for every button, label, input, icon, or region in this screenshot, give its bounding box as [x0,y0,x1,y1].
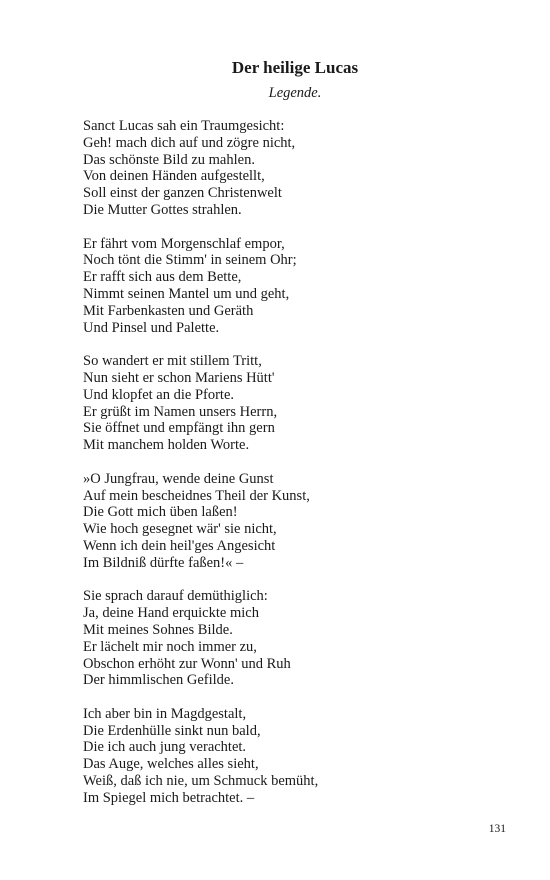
poem-line: Wenn ich dein heil'ges Angesicht [83,537,276,554]
poem-line: »O Jungfrau, wende deine Gunst [83,470,274,487]
poem-line: Noch tönt die Stimm' in seinem Ohr; [83,252,297,269]
stanza [83,353,503,454]
poem-line: Er lächelt mir noch immer zu, [83,638,257,655]
poem-line: Nun sieht er schon Mariens Hütt' [83,369,275,386]
poem-line: Auf mein bescheidnes Theil der Kunst, [83,487,310,504]
poem-line: Die Mutter Gottes strahlen. [83,201,242,218]
poem-line: Wie hoch gesegnet wär' sie nicht, [83,521,277,538]
page-number: 131 [488,823,506,835]
poem-line: Geh! mach dich auf und zögre nicht, [83,134,296,151]
poem-line: Das schönste Bild zu mahlen. [83,151,255,168]
poem-line: Nimmt seinen Mantel um und geht, [83,285,290,302]
stanza [83,236,503,337]
poem-line: Das Auge, welches alles sieht, [83,756,259,773]
poem-line: Der himmlischen Gefilde. [83,672,234,689]
poem-line: So wandert er mit stillem Tritt, [83,353,262,370]
poem-line: Er rafft sich aus dem Bette, [83,269,242,286]
poem-line: Die Erdenhülle sinkt nun bald, [83,722,261,739]
poem-line: Er fährt vom Morgenschlaf empor, [83,235,285,252]
poem-line: Im Spiegel mich betrachtet. – [83,789,255,806]
stanza [83,706,503,807]
poem-line: Mit Farbenkasten und Geräth [83,302,254,319]
poem-line: Er grüßt im Namen unsers Herrn, [83,403,278,420]
poem-body [83,118,503,823]
poem-line: Von deinen Händen aufgestellt, [83,168,265,185]
poem-line: Im Bildniß dürfte faßen!« – [83,554,244,571]
stanza [83,471,503,572]
poem-line: Weiß, daß ich nie, um Schmuck bemüht, [83,773,319,790]
stanza [83,588,503,689]
poem-line: Und klopfet an die Pforte. [83,386,235,403]
stanza [83,118,503,219]
poem-line: Sie öffnet und empfängt ihn gern [83,420,275,437]
poem-title: Der heilige Lucas [231,58,359,77]
poem-line: Die Gott mich üben laßen! [83,504,238,521]
poem-line: Ja, deine Hand erquickte mich [83,605,259,622]
poem-line: Sanct Lucas sah ein Traumgesicht: [83,118,285,134]
poem-line: Ich aber bin in Magdgestalt, [83,705,247,722]
poem-line: Mit manchem holden Worte. [83,437,250,454]
poem-line: Mit meines Sohnes Bilde. [83,621,233,638]
poem-subtitle: Legende. [268,85,322,101]
poem-line: Sie sprach darauf demüthiglich: [83,588,268,605]
poem-line: Und Pinsel und Palette. [83,319,220,336]
poem-line: Soll einst der ganzen Christenwelt [83,185,282,202]
poem-line: Obschon erhöht zur Wonn' und Ruh [83,655,291,672]
poem-line: Die ich auch jung verachtet. [83,739,247,756]
